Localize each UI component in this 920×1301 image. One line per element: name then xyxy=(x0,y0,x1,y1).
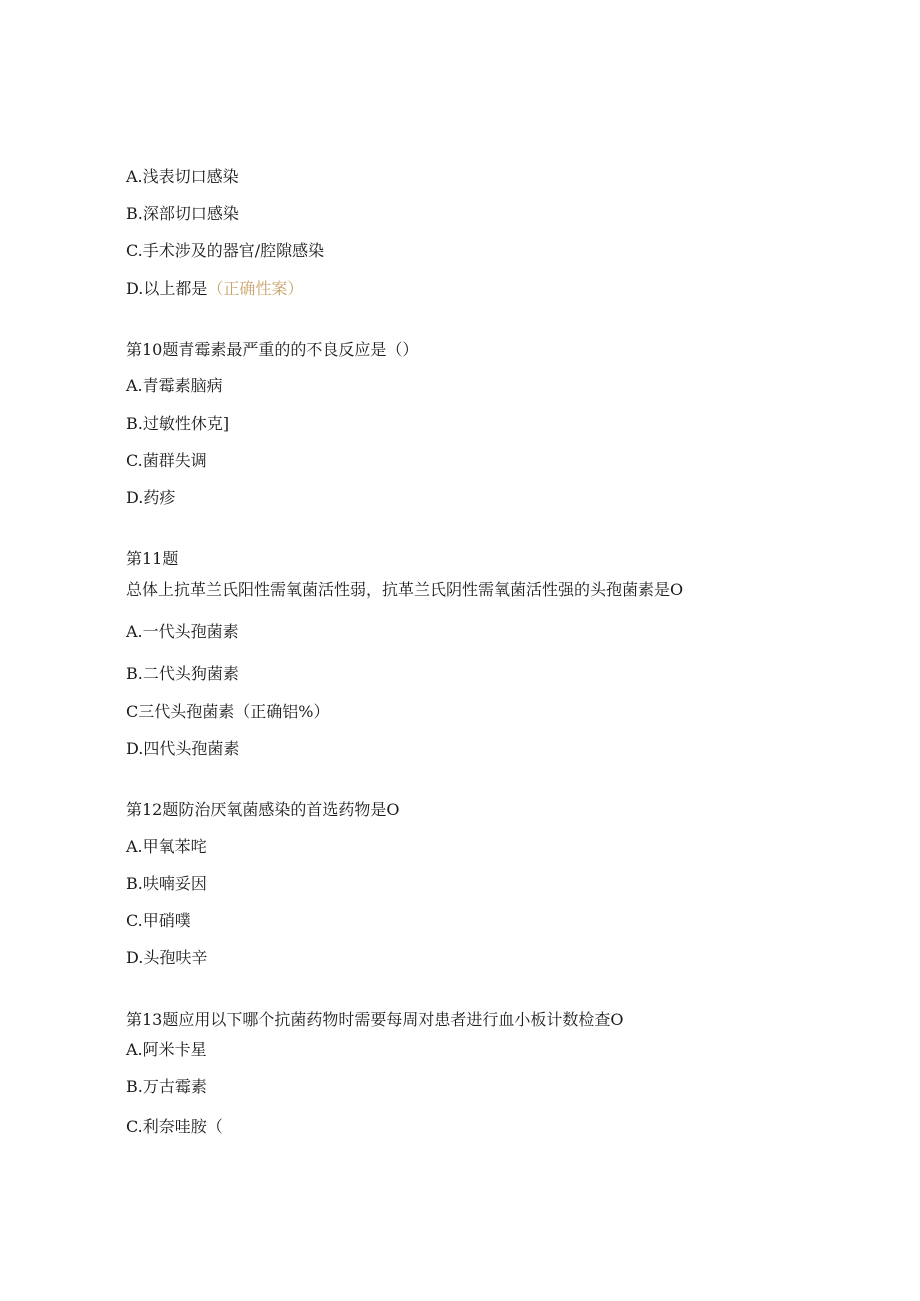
q11-option-b: B.二代头狗菌素 xyxy=(126,664,239,683)
q9-option-d xyxy=(126,279,303,299)
q9-option-a: A.浅表切口感染 xyxy=(126,167,239,186)
q11-title: 总体上抗革兰氏阳性需氧菌活性弱，抗革兰氏阴性需氧菌活性强的头孢菌素是O xyxy=(126,580,684,599)
q13-option-b: B.万古霉素 xyxy=(126,1077,207,1096)
q11-option-d: D.四代头孢菌素 xyxy=(126,739,240,758)
q11-option-c: C三代头孢菌素（正确铝%） xyxy=(126,702,330,721)
q11-number: 第11题 xyxy=(126,549,179,568)
q9-option-d-text: D.以上都是 xyxy=(126,279,208,298)
q9-answer-mark: （正确性案） xyxy=(207,279,304,298)
q10-option-b: B.过敏性休克] xyxy=(126,414,230,433)
q10-option-d: D.药疹 xyxy=(126,488,176,507)
q13-title: 第13题应用以下哪个抗菌药物时需要每周对患者进行血小板计数检查O xyxy=(126,1010,624,1029)
q12-option-a: A.甲氧苯咤 xyxy=(126,837,207,856)
q11-option-a: A.一代头孢菌素 xyxy=(126,622,239,641)
q13-option-c: C.利奈哇胺（ xyxy=(126,1117,223,1136)
q10-option-a: A.青霉素脑病 xyxy=(126,376,223,395)
q12-title: 第12题防治厌氧菌感染的首选药物是O xyxy=(126,800,400,819)
q12-option-b: B.呋喃妥因 xyxy=(126,874,207,893)
q9-option-c: C.手术涉及的器官/腔隙感染 xyxy=(126,241,325,260)
q10-title: 第10题青霉素最严重的的不良反应是（） xyxy=(126,340,419,359)
q12-option-c: C.甲硝噗 xyxy=(126,911,191,930)
q10-option-c: C.菌群失调 xyxy=(126,451,207,470)
q13-option-a: A.阿米卡星 xyxy=(126,1040,207,1059)
q9-option-b: B.深部切口感染 xyxy=(126,204,239,223)
q12-option-d: D.头孢呋辛 xyxy=(126,948,208,967)
